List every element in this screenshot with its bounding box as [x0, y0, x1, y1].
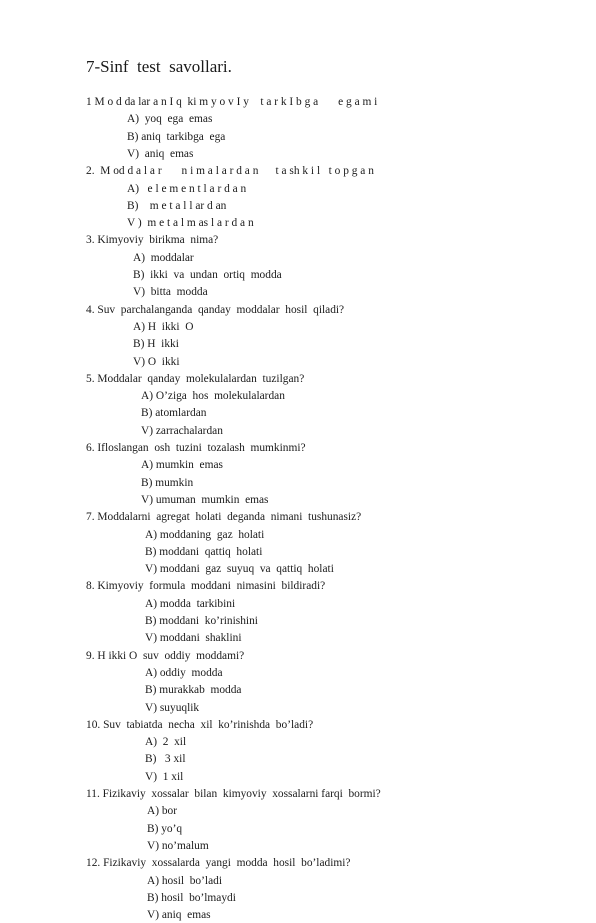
answer-option: V) umuman mumkin emas: [141, 493, 269, 506]
question-text: 2. M od d a l a r n i m a l a r d a n t a sh k i l t o p g a n: [86, 165, 374, 178]
answer-option: A) yoq ega emas: [127, 113, 213, 126]
answer-option: A) bor: [147, 805, 178, 818]
answer-option: A) 2 xil: [145, 736, 187, 749]
answer-option: B) m e t a l l ar d an: [127, 199, 227, 212]
answer-option: A) moddaning gaz holati: [145, 528, 265, 541]
answer-option: V) bitta modda: [133, 286, 208, 299]
answer-option: B) H ikki: [133, 338, 179, 351]
answer-option: A) O’ziga hos molekulalardan: [141, 390, 285, 403]
answer-option: V) zarrachalardan: [141, 424, 223, 437]
answer-option: V) no’malum: [147, 839, 209, 852]
question-text: 8. Kimyoviy formula moddani nimasini bildiradi?: [86, 580, 326, 593]
question-text: 5. Moddalar qanday molekulalardan tuzilgan?: [86, 372, 305, 385]
answer-option: B) moddani qattiq holati: [145, 545, 263, 558]
answer-option: A) moddalar: [133, 251, 194, 264]
answer-option: V ) m e t a l m as l a r d a n: [127, 217, 254, 230]
question-text: 10. Suv tabiatda necha xil ko’rinishda bo’ladi?: [86, 718, 314, 731]
question-text: 1 M o d da lar a n I q ki m y o v I y t a r k I b g a e g a m i: [86, 96, 378, 108]
question-text: 3. Kimyoviy birikma nima?: [86, 234, 219, 247]
answer-option: B) atomlardan: [141, 407, 207, 420]
answer-option: B) 3 xil: [145, 753, 186, 766]
question-text: 11. Fizikaviy xossalar bilan kimyoviy xossalarni farqi bormi?: [86, 788, 381, 800]
answer-option: B) hosil bo’lmaydi: [147, 891, 236, 904]
answer-option: B) mumkin: [141, 476, 194, 489]
page-title: 7-Sinf test savollari.: [86, 57, 232, 76]
question-text: 4. Suv parchalanganda qanday moddalar hosil qiladi?: [86, 303, 345, 316]
answer-option: A) H ikki O: [133, 320, 194, 333]
answer-option: V) moddani gaz suyuq va qattiq holati: [145, 563, 334, 576]
answer-option: A) modda tarkibini: [145, 597, 236, 610]
answer-option: A) oddiy modda: [145, 666, 223, 679]
answer-option: V) 1 xil: [145, 770, 184, 783]
question-text: 6. Ifloslangan osh tuzini tozalash mumkinmi?: [86, 442, 306, 454]
answer-option: V) suyuqlik: [145, 701, 200, 714]
answer-option: V) aniq emas: [127, 147, 194, 160]
question-text: 7. Moddalarni agregat holati deganda nimani tushunasiz?: [86, 511, 362, 524]
answer-option: V) aniq emas: [147, 909, 211, 922]
answer-option: A) e l e m e n t l a r d a n: [127, 182, 247, 195]
answer-option: A) hosil bo’ladi: [147, 874, 222, 887]
answer-option: A) mumkin emas: [141, 459, 223, 472]
question-text: 12. Fizikaviy xossalarda yangi modda hosil bo’ladimi?: [86, 857, 351, 870]
answer-option: V) O ikki: [133, 355, 180, 368]
answer-option: B) moddani ko’rinishini: [145, 615, 258, 627]
question-text: 9. H ikki O suv oddiy moddami?: [86, 649, 245, 662]
answer-option: V) moddani shaklini: [145, 632, 242, 645]
answer-option: B) ikki va undan ortiq modda: [133, 269, 282, 281]
answer-option: B) aniq tarkibga ega: [127, 130, 226, 143]
answer-option: B) yo’q: [147, 822, 183, 835]
answer-option: B) murakkab modda: [145, 684, 242, 697]
